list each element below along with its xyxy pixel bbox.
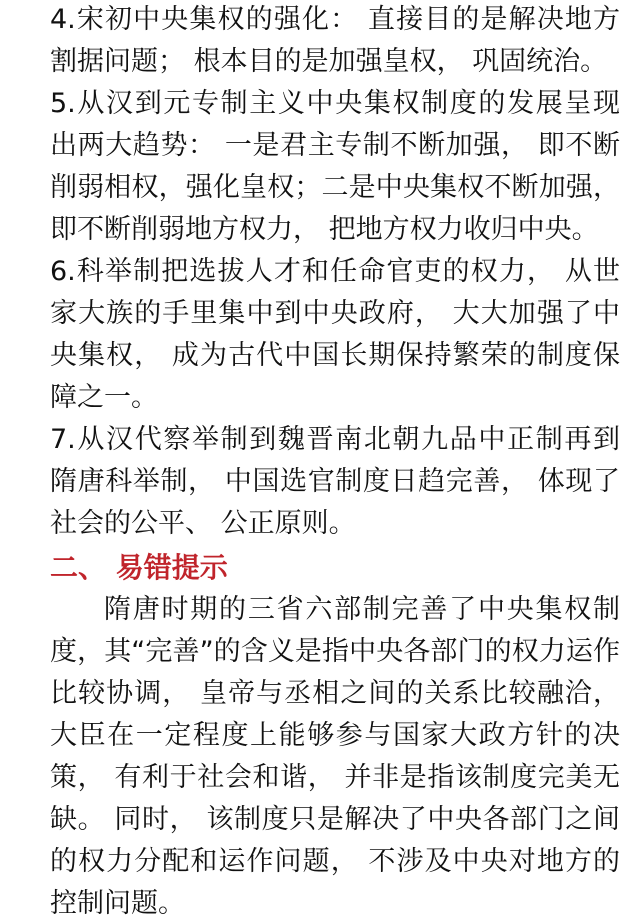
tip-line-8: 控制问题。 bbox=[50, 888, 185, 919]
point-5-line-4: 即不断削弱地方权力， 把地方权力收归中央。 bbox=[50, 214, 599, 245]
tip-line-3: 比较协调， 皇帝与丞相之间的关系比较融洽， bbox=[50, 678, 620, 709]
tip-line-1: 隋唐时期的三省六部制完善了中央集权制 bbox=[104, 594, 620, 625]
point-5-line-3: 削弱相权，强化皇权；二是中央集权不断加强， bbox=[50, 172, 620, 203]
tip-line-2: 度，其“完善”的含义是指中央各部门的权力运作 bbox=[50, 636, 620, 667]
section-heading: 二、 易错提示 bbox=[50, 551, 228, 584]
point-4-line-2: 割据问题； 根本目的是加强皇权， 巩固统治。 bbox=[50, 46, 608, 77]
point-5-line-2: 出两大趋势： 一是君主专制不断加强， 即不断 bbox=[50, 130, 620, 161]
point-6-line-3: 央集权， 成为古代中国长期保持繁荣的制度保 bbox=[50, 340, 620, 371]
point-7-line-1: 7.从汉代察举制到魏晋南北朝九品中正制再到 bbox=[50, 424, 620, 455]
point-4-line-1: 4.宋初中央集权的强化： 直接目的是解决地方 bbox=[50, 4, 620, 35]
point-6-line-1: 6.科举制把选拔人才和任命官吏的权力， 从世 bbox=[50, 256, 620, 287]
point-5-line-1: 5.从汉到元专制主义中央集权制度的发展呈现 bbox=[50, 88, 620, 119]
tip-line-4: 大臣在一定程度上能够参与国家大政方针的决 bbox=[50, 720, 620, 751]
tip-line-5: 策， 有利于社会和谐， 并非是指该制度完美无 bbox=[50, 762, 620, 793]
point-7-line-2: 隋唐科举制， 中国选官制度日趋完善， 体现了 bbox=[50, 466, 620, 497]
point-7-line-3: 社会的公平、 公正原则。 bbox=[50, 508, 356, 539]
tip-line-7: 的权力分配和运作问题， 不涉及中央对地方的 bbox=[50, 846, 620, 877]
point-6-line-2: 家大族的手里集中到中央政府， 大大加强了中 bbox=[50, 298, 620, 329]
tip-line-6: 缺。 同时， 该制度只是解决了中央各部门之间 bbox=[50, 804, 620, 835]
point-6-line-4: 障之一。 bbox=[50, 382, 158, 413]
